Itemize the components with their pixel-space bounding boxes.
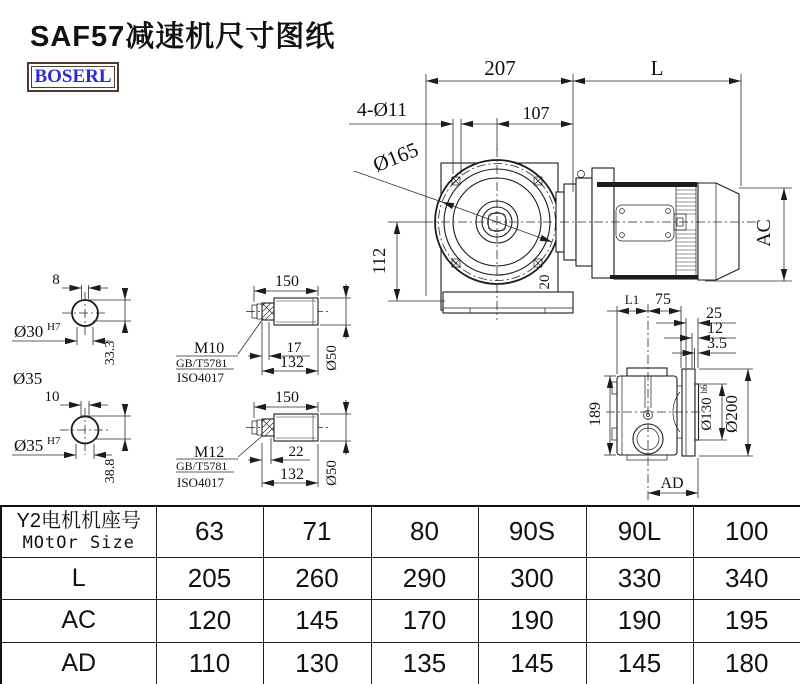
- shaft-section-a: [12, 272, 131, 388]
- col-90l: 90L: [586, 506, 693, 557]
- dim-depth-b: 38.8: [103, 458, 118, 484]
- dim-d130: Ø130: [699, 397, 715, 431]
- shaft-section-b: [12, 389, 131, 483]
- label-thread-b: M12: [194, 444, 225, 461]
- cell-AD-100: 180: [693, 642, 800, 684]
- cell-L-100: 340: [693, 557, 800, 599]
- dim-189: 189: [587, 402, 604, 426]
- col-90s: 90S: [478, 506, 586, 557]
- dim-dia-b: Ø50: [324, 460, 340, 486]
- dim-keyw-b: 10: [44, 389, 60, 405]
- label-thread-a: M10: [194, 340, 225, 357]
- cell-L-90s: 300: [478, 557, 586, 599]
- col-71: 71: [263, 506, 371, 557]
- row-label-AC: AC: [1, 599, 156, 642]
- dim-d130-tol: h6: [699, 384, 709, 394]
- shaft-detail-a: [176, 273, 351, 385]
- table-row-L: [1, 557, 800, 599]
- cell-AC-71: 145: [263, 599, 371, 642]
- dim-3-5: 3.5: [707, 335, 727, 352]
- col-100: 100: [693, 506, 800, 557]
- dim-L: L: [650, 56, 664, 80]
- shaft-detail-b: [176, 389, 351, 490]
- cell-L-71: 260: [263, 557, 371, 599]
- table-row-AD: [1, 642, 800, 684]
- col-63: 63: [156, 506, 263, 557]
- dim-len-b: 150: [275, 389, 299, 406]
- cell-L-80: 290: [371, 557, 478, 599]
- dim-l2-b: 132: [280, 466, 304, 483]
- cell-AC-100: 195: [693, 599, 800, 642]
- cell-AD-63: 110: [156, 642, 263, 684]
- dim-AD: AD: [660, 475, 684, 492]
- side-view: [606, 304, 706, 500]
- col-80: 80: [371, 506, 478, 557]
- table-header-row: [1, 506, 800, 557]
- dim-bore-a-tol: H7: [47, 321, 61, 333]
- brand-logo-text: BOSERL: [34, 66, 112, 87]
- page-title: SAF57减速机尺寸图纸: [30, 21, 336, 53]
- dim-L1: L1: [624, 292, 640, 307]
- dim-112: 112: [369, 247, 389, 275]
- header-motor-size-en: MOtOr Size: [22, 533, 135, 554]
- dim-l2-a: 132: [280, 354, 304, 371]
- label-std1-a: GB/T5781: [176, 356, 228, 370]
- label-std2-a: ISO4017: [177, 370, 224, 385]
- dim-tlen-a: 17: [286, 340, 302, 356]
- header-motor-size-cn: Y2电机机座号: [16, 510, 141, 533]
- dim-bore-a: Ø30: [14, 322, 44, 341]
- cell-AC-63: 120: [156, 599, 263, 642]
- label-std2-b: ISO4017: [177, 475, 224, 490]
- motor-size-table: [0, 505, 800, 684]
- cell-L-90l: 330: [586, 557, 693, 599]
- dim-len-a: 150: [275, 273, 299, 290]
- cell-AC-80: 170: [371, 599, 478, 642]
- dim-AC: AC: [753, 219, 775, 247]
- dim-12: 12: [707, 320, 723, 337]
- dim-25: 25: [706, 305, 722, 322]
- cell-L-63: 205: [156, 557, 263, 599]
- cell-AD-80: 135: [371, 642, 478, 684]
- dim-depth-a: 33.3: [103, 340, 118, 366]
- dim-keyw-a: 8: [52, 272, 60, 288]
- row-label-L: L: [1, 557, 156, 599]
- dim-75: 75: [655, 291, 671, 308]
- label-d35: Ø35: [13, 369, 43, 388]
- dim-20: 20: [537, 274, 553, 290]
- table-row-AC: [1, 599, 800, 642]
- dim-bore-b: Ø35: [14, 436, 44, 455]
- cell-AD-90s: 145: [478, 642, 586, 684]
- cell-AD-71: 130: [263, 642, 371, 684]
- cell-AC-90s: 190: [478, 599, 586, 642]
- dim-4xd11: 4-Ø11: [356, 99, 408, 121]
- dim-107: 107: [522, 103, 550, 123]
- dim-d165: Ø165: [369, 137, 422, 177]
- label-std1-b: GB/T5781: [176, 459, 228, 473]
- dim-bore-b-tol: H7: [47, 435, 61, 447]
- dim-d200: Ø200: [722, 395, 741, 433]
- dim-tlen-b: 22: [288, 444, 304, 460]
- row-label-AD: AD: [1, 642, 156, 684]
- cell-AC-90l: 190: [586, 599, 693, 642]
- front-view: [435, 160, 592, 313]
- dim-dia-a: Ø50: [324, 345, 340, 371]
- cell-AD-90l: 145: [586, 642, 693, 684]
- header-motor-size: [1, 506, 156, 557]
- dim-207: 207: [484, 56, 516, 80]
